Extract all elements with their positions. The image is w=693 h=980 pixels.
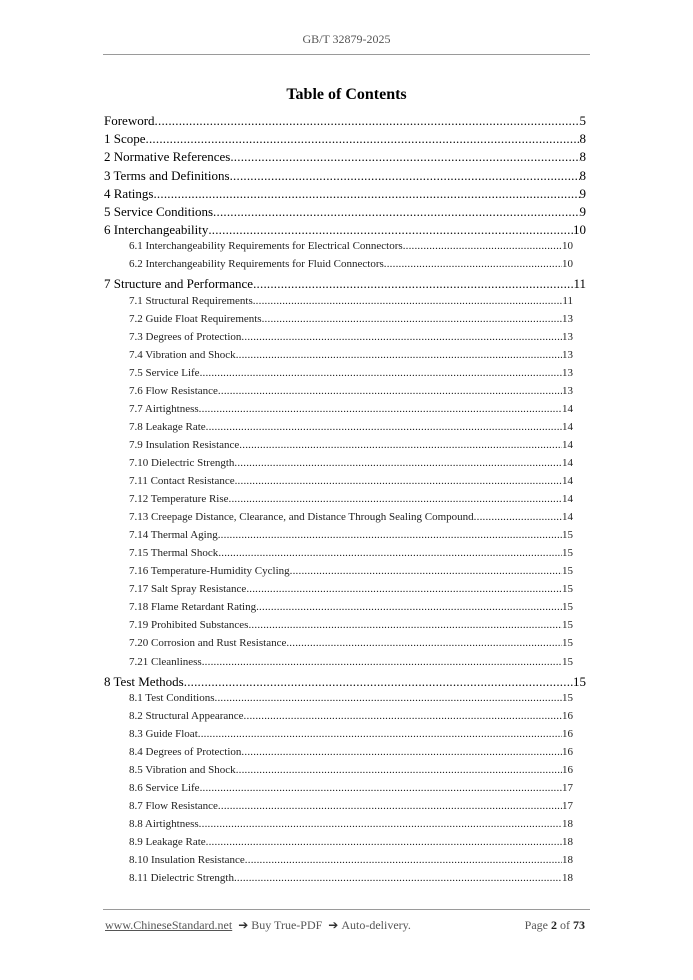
toc-entry-subsection[interactable] (104, 601, 586, 619)
toc-entry-subsection[interactable] (104, 403, 586, 421)
toc-entry-title: 7.14 Thermal Aging (129, 529, 218, 542)
toc-entry-page-number: 16 (562, 763, 573, 776)
toc-entry-subsection[interactable] (104, 457, 586, 475)
toc-entry-page-number: 15 (562, 547, 573, 560)
dot-leader (245, 854, 562, 866)
toc-entry-page-number: 13 (562, 312, 573, 325)
toc-entry-section[interactable] (104, 674, 586, 692)
dot-leader (153, 186, 579, 202)
dot-leader (218, 385, 562, 397)
toc-entry-subsection[interactable] (104, 782, 586, 800)
toc-entry-title: 7.12 Temperature Rise (129, 493, 229, 506)
toc-entry-title: 8.4 Degrees of Protection (129, 745, 242, 758)
total-pages-number: 73 (573, 918, 585, 932)
toc-entry-page-number: 13 (562, 330, 573, 343)
dot-leader (198, 728, 562, 740)
dot-leader (235, 475, 562, 487)
toc-entry-subsection[interactable] (104, 367, 586, 385)
toc-entry-page-number: 15 (562, 691, 573, 704)
toc-entry-section[interactable] (104, 113, 586, 131)
dot-leader (256, 601, 562, 613)
dot-leader (200, 782, 562, 794)
dot-leader (286, 637, 562, 649)
dot-leader (384, 258, 562, 270)
dot-leader (206, 421, 562, 433)
toc-entry-page-number: 14 (562, 511, 573, 524)
toc-entry-subsection[interactable] (104, 295, 586, 313)
toc-entry-title: 3 Terms and Definitions (104, 167, 230, 183)
document-code-header: GB/T 32879-2025 (302, 32, 391, 46)
dot-leader (202, 656, 562, 668)
toc-entry-subsection[interactable] (104, 493, 586, 511)
dot-leader (229, 493, 562, 505)
toc-entry-page-number: 13 (562, 366, 573, 379)
toc-entry-title: 8.6 Service Life (129, 782, 200, 794)
toc-entry-section[interactable] (104, 186, 586, 204)
dot-leader (253, 276, 573, 292)
toc-entry-subsection[interactable] (104, 746, 586, 764)
toc-entry-subsection[interactable] (104, 349, 586, 367)
toc-entry-subsection[interactable] (104, 692, 586, 710)
toc-entry-title: 7.7 Airtightness (129, 402, 199, 415)
toc-entry-page-number: 14 (562, 402, 573, 415)
toc-entry-section[interactable] (104, 149, 586, 167)
dot-leader (403, 240, 562, 252)
dot-leader (230, 168, 580, 184)
toc-entry-title: 8.7 Flow Resistance (129, 800, 218, 813)
toc-entry-subsection[interactable] (104, 529, 586, 547)
dot-leader (234, 457, 562, 469)
dot-leader (218, 529, 562, 541)
toc-entry-subsection[interactable] (104, 800, 586, 818)
toc-entry-section[interactable] (104, 276, 586, 294)
toc-entry-title: 8.5 Vibration and Shock (129, 763, 236, 776)
toc-entry-page-number: 8 (579, 131, 586, 147)
toc-entry-page-number: 17 (562, 782, 573, 794)
toc-entry-title: 8.11 Dielectric Strength (129, 872, 234, 885)
toc-entry-page-number: 15 (562, 619, 573, 632)
dot-leader (215, 692, 562, 704)
toc-entry-subsection[interactable] (104, 854, 586, 872)
toc-entry-title: 7.2 Guide Float Requirements (129, 312, 262, 325)
dot-leader (241, 331, 562, 343)
toc-entry-subsection[interactable] (104, 710, 586, 728)
toc-entry-page-number: 15 (562, 637, 573, 650)
toc-entry-title: 8 Test Methods (104, 673, 184, 689)
site-link[interactable]: www.ChineseStandard.net (105, 918, 233, 932)
toc-entry-title: 4 Ratings (104, 185, 154, 201)
toc-entry-title: 7.10 Dielectric Strength (129, 457, 235, 470)
toc-entry-section[interactable] (104, 222, 586, 240)
toc-entry-title: 7.3 Degrees of Protection (129, 330, 242, 343)
toc-entry-subsection[interactable] (104, 656, 586, 674)
dot-leader (262, 313, 562, 325)
toc-entry-page-number: 17 (562, 800, 573, 813)
toc-entry-page-number: 14 (562, 493, 573, 506)
toc-entry-page-number: 18 (562, 854, 573, 867)
toc-entry-title: 2 Normative References (104, 149, 231, 165)
header-divider (103, 54, 590, 55)
page-indicator (525, 918, 585, 933)
toc-entry-title: 7.9 Insulation Resistance (129, 438, 240, 451)
dot-leader (155, 113, 580, 129)
toc-entry-subsection[interactable] (104, 583, 586, 601)
dot-leader (184, 674, 573, 690)
page-of-label: of (560, 918, 570, 932)
toc-entry-title: 8.8 Airtightness (129, 818, 199, 831)
toc-entry-section[interactable] (104, 204, 586, 222)
toc-entry-page-number: 14 (562, 420, 573, 433)
toc-entry-page-number: 15 (562, 601, 573, 614)
current-page-number: 2 (551, 918, 557, 932)
toc-entry-title: 7.21 Cleanliness (129, 655, 202, 668)
toc-entry-page-number: 16 (562, 727, 573, 740)
dot-leader (146, 131, 580, 147)
dot-leader (208, 222, 573, 238)
toc-entry-title: 7.17 Salt Spray Resistance (129, 583, 247, 596)
dot-leader (246, 583, 562, 595)
dot-leader (239, 439, 562, 451)
toc-entry-page-number: 14 (562, 457, 573, 470)
toc-entry-section[interactable] (104, 131, 586, 149)
dot-leader (236, 764, 562, 776)
toc-entry-page-number: 15 (562, 583, 573, 596)
toc-entry-subsection[interactable] (104, 565, 586, 583)
toc-entry-page-number: 15 (573, 673, 586, 689)
toc-entry-page-number: 5 (579, 113, 586, 128)
toc-entry-page-number: 13 (562, 348, 573, 361)
toc-entry-title: 6 Interchangeability (104, 222, 209, 238)
toc-entry-title: Foreword (104, 113, 155, 128)
toc-entry-title: 7.1 Structural Requirements (129, 294, 253, 307)
toc-entry-page-number: 10 (562, 258, 573, 271)
toc-entry-section[interactable] (104, 168, 586, 186)
toc-entry-title: 7.6 Flow Resistance (129, 384, 218, 397)
page-footer (105, 918, 585, 933)
toc-entry-page-number: 15 (562, 565, 573, 578)
toc-entry-subsection[interactable] (104, 547, 586, 565)
toc-entry-page-number: 18 (562, 872, 573, 885)
arrow-right-icon: ➔ (328, 918, 339, 932)
toc-entry-title: 7.8 Leakage Rate (129, 420, 206, 433)
toc-entry-subsection[interactable] (104, 475, 586, 493)
toc-entry-subsection[interactable] (104, 331, 586, 349)
toc-entry-page-number: 9 (579, 185, 586, 201)
toc-entry-subsection[interactable] (104, 511, 586, 529)
toc-entry-title: 8.3 Guide Float (129, 727, 198, 740)
toc-entry-title: 7.18 Flame Retardant Rating (129, 601, 257, 614)
toc-entry-subsection[interactable] (104, 258, 586, 276)
toc-entry-subsection[interactable] (104, 764, 586, 782)
arrow-right-icon: ➔ (238, 918, 249, 932)
buy-pdf-text: Buy True-PDF (251, 918, 323, 932)
dot-leader (218, 547, 562, 559)
toc-entry-page-number: 11 (562, 294, 573, 307)
toc-entry-page-number: 15 (562, 655, 573, 668)
dot-leader (236, 349, 562, 361)
toc-entry-page-number: 18 (562, 818, 573, 831)
toc-entry-page-number: 16 (562, 745, 573, 758)
dot-leader (474, 511, 562, 523)
dot-leader (244, 710, 562, 722)
dot-leader (199, 818, 562, 830)
toc-entry-page-number: 11 (573, 276, 586, 292)
toc-entry-subsection[interactable] (104, 637, 586, 655)
dot-leader (218, 800, 562, 812)
footer-promo (105, 918, 411, 933)
page-title: Table of Contents (286, 86, 407, 103)
dot-leader (213, 204, 579, 220)
dot-leader (234, 872, 562, 884)
toc-entry-title: 6.1 Interchangeability Requirements for Electrical Connectors (129, 240, 403, 253)
toc-entry-subsection[interactable] (104, 728, 586, 746)
dot-leader (253, 295, 563, 307)
toc-entry-page-number: 16 (562, 709, 573, 722)
toc-entry-title: 7.16 Temperature-Humidity Cycling (129, 565, 290, 578)
toc-entry-subsection[interactable] (104, 240, 586, 258)
toc-entry-subsection[interactable] (104, 872, 586, 890)
toc-entry-title: 6.2 Interchangeability Requirements for Fluid Connectors (129, 258, 384, 271)
toc-entry-title: 1 Scope (104, 131, 146, 147)
toc-entry-page-number: 9 (579, 203, 586, 219)
toc-entry-subsection[interactable] (104, 385, 586, 403)
toc-entry-subsection[interactable] (104, 421, 586, 439)
toc-entry-title: 8.1 Test Conditions (129, 691, 215, 704)
toc-entry-subsection[interactable] (104, 619, 586, 637)
toc-entry-title: 8.9 Leakage Rate (129, 836, 206, 849)
toc-entry-title: 7.11 Contact Resistance (129, 475, 235, 488)
table-of-contents (104, 113, 586, 890)
dot-leader (206, 836, 562, 848)
toc-entry-page-number: 10 (562, 240, 573, 253)
toc-entry-subsection[interactable] (104, 818, 586, 836)
toc-entry-page-number: 14 (562, 438, 573, 451)
footer-divider (103, 909, 590, 910)
toc-entry-title: 5 Service Conditions (104, 203, 214, 219)
toc-entry-title: 7.19 Prohibited Substances (129, 619, 249, 632)
toc-entry-subsection[interactable] (104, 439, 586, 457)
toc-entry-title: 7.5 Service Life (129, 366, 200, 379)
dot-leader (290, 565, 562, 577)
dot-leader (241, 746, 562, 758)
page-label: Page (524, 918, 548, 932)
toc-entry-page-number: 15 (562, 529, 573, 542)
toc-entry-page-number: 14 (562, 475, 573, 488)
toc-entry-title: 7.20 Corrosion and Rust Resistance (129, 637, 287, 650)
toc-entry-page-number: 13 (562, 384, 573, 397)
dot-leader (248, 619, 562, 631)
toc-entry-title: 7.15 Thermal Shock (129, 547, 219, 560)
dot-leader (200, 367, 562, 379)
auto-delivery-text: Auto-delivery. (341, 918, 411, 932)
toc-entry-title: 8.2 Structural Appearance (129, 709, 244, 722)
toc-entry-title: 7 Structure and Performance (104, 276, 254, 292)
dot-leader (230, 149, 579, 165)
toc-entry-page-number: 10 (573, 222, 586, 238)
toc-entry-title: 7.4 Vibration and Shock (129, 348, 236, 361)
toc-entry-subsection[interactable] (104, 313, 586, 331)
toc-entry-page-number: 8 (579, 149, 586, 165)
toc-entry-page-number: 8 (579, 167, 586, 183)
dot-leader (199, 403, 562, 415)
toc-entry-subsection[interactable] (104, 836, 586, 854)
toc-entry-page-number: 18 (562, 836, 573, 849)
toc-entry-title: 8.10 Insulation Resistance (129, 854, 245, 867)
toc-entry-title: 7.13 Creepage Distance, Clearance, and Distance Through Sealing Compound (129, 511, 474, 524)
